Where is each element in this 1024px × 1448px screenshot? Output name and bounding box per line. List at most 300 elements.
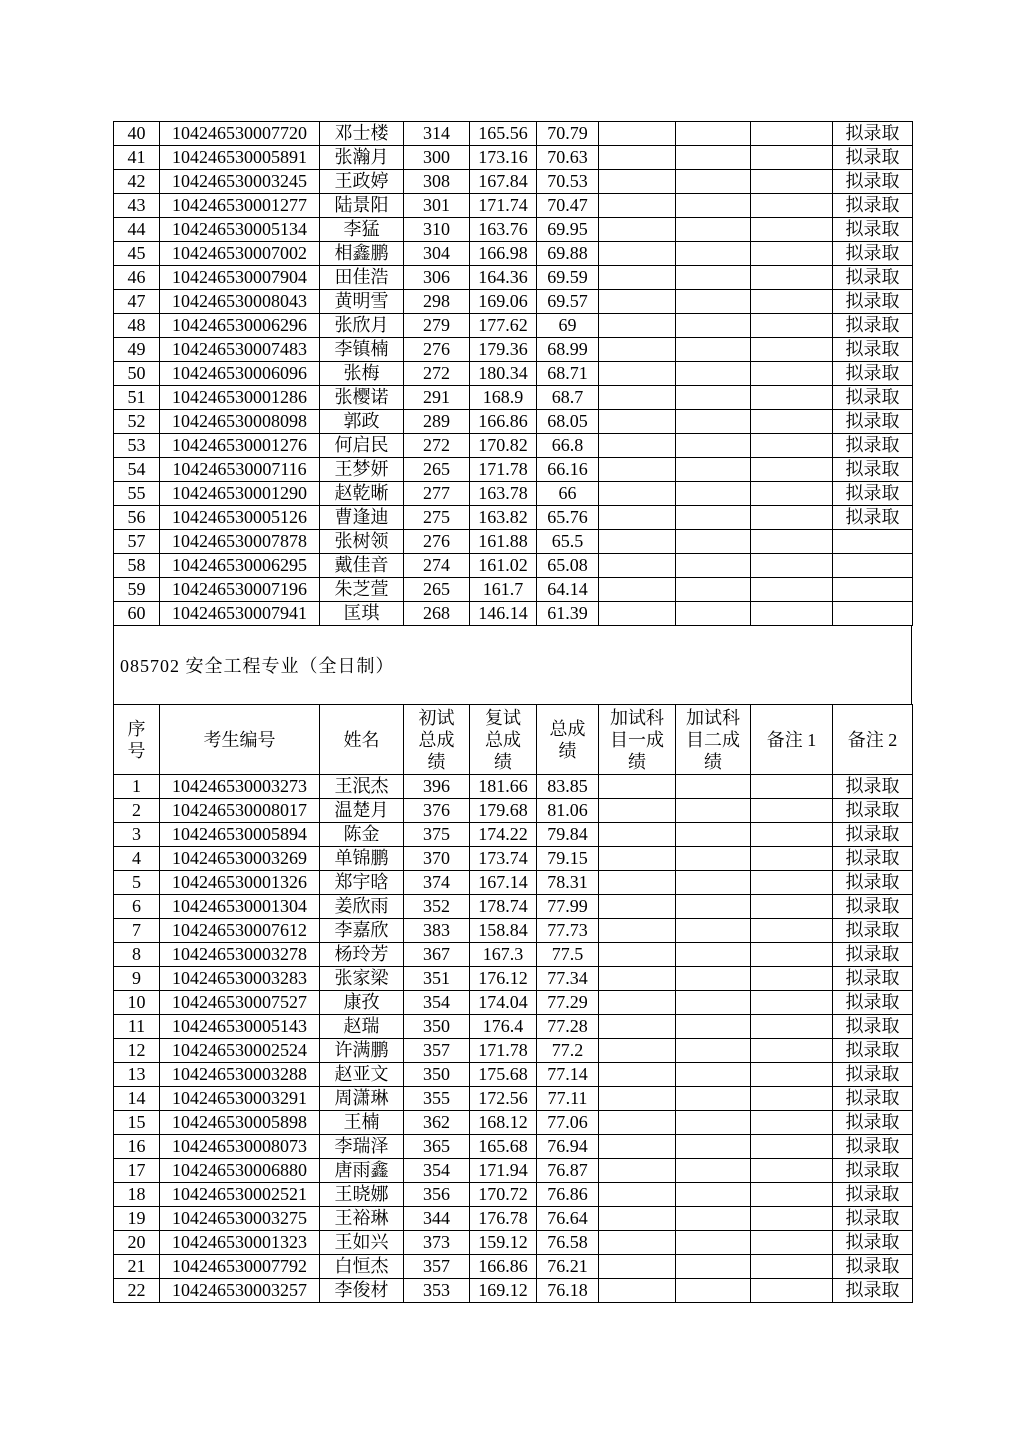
candidate-name: 李猛	[320, 218, 404, 242]
extra-subject-1-score	[599, 1159, 676, 1183]
retest-total-score: 163.76	[470, 218, 537, 242]
extra-subject-2-score	[676, 434, 751, 458]
candidate-id: 104246530008073	[160, 1135, 320, 1159]
initial-exam-total-score: 344	[404, 1207, 470, 1231]
candidate-name: 张樱诺	[320, 386, 404, 410]
total-score: 69	[537, 314, 599, 338]
extra-subject-1-score	[599, 194, 676, 218]
total-score: 77.14	[537, 1063, 599, 1087]
serial-number: 54	[114, 458, 160, 482]
extra-subject-2-score	[676, 386, 751, 410]
remark-2: 拟录取	[833, 1255, 913, 1279]
extra-subject-1-score	[599, 1255, 676, 1279]
remark-2: 拟录取	[833, 314, 913, 338]
remark-1	[751, 554, 833, 578]
remark-1	[751, 1159, 833, 1183]
serial-number: 22	[114, 1279, 160, 1303]
candidate-id: 104246530007720	[160, 122, 320, 146]
candidate-name: 李镇楠	[320, 338, 404, 362]
remark-1	[751, 1063, 833, 1087]
initial-exam-total-score: 357	[404, 1039, 470, 1063]
serial-number: 46	[114, 266, 160, 290]
remark-1	[751, 823, 833, 847]
extra-subject-1-score	[599, 386, 676, 410]
retest-total-score: 166.86	[470, 1255, 537, 1279]
serial-number: 57	[114, 530, 160, 554]
extra-subject-2-score	[676, 1279, 751, 1303]
initial-exam-total-score: 375	[404, 823, 470, 847]
extra-subject-2-score	[676, 242, 751, 266]
remark-1	[751, 410, 833, 434]
candidate-name: 杨玲芳	[320, 943, 404, 967]
initial-exam-total-score: 308	[404, 170, 470, 194]
remark-2: 拟录取	[833, 1279, 913, 1303]
serial-number: 50	[114, 362, 160, 386]
candidate-name: 赵瑞	[320, 1015, 404, 1039]
header-retest-total-score-label: 复试总成绩	[485, 707, 521, 772]
admission-table-continued-body	[114, 122, 913, 626]
remark-2: 拟录取	[833, 506, 913, 530]
extra-subject-1-score	[599, 799, 676, 823]
total-score: 68.7	[537, 386, 599, 410]
candidate-name: 王政婷	[320, 170, 404, 194]
extra-subject-1-score	[599, 458, 676, 482]
initial-exam-total-score: 274	[404, 554, 470, 578]
initial-exam-total-score: 268	[404, 602, 470, 626]
total-score: 76.18	[537, 1279, 599, 1303]
total-score: 76.86	[537, 1183, 599, 1207]
serial-number: 55	[114, 482, 160, 506]
serial-number: 4	[114, 847, 160, 871]
initial-exam-total-score: 354	[404, 1159, 470, 1183]
remark-2	[833, 578, 913, 602]
retest-total-score: 158.84	[470, 919, 537, 943]
remark-2	[833, 530, 913, 554]
remark-1	[751, 799, 833, 823]
header-row	[114, 705, 913, 775]
initial-exam-total-score: 272	[404, 434, 470, 458]
candidate-name: 李瑞泽	[320, 1135, 404, 1159]
initial-exam-total-score: 350	[404, 1063, 470, 1087]
candidate-id: 104246530008017	[160, 799, 320, 823]
extra-subject-1-score	[599, 506, 676, 530]
extra-subject-2-score	[676, 578, 751, 602]
extra-subject-2-score	[676, 799, 751, 823]
table-row	[114, 314, 913, 338]
retest-total-score: 170.72	[470, 1183, 537, 1207]
retest-total-score: 168.12	[470, 1111, 537, 1135]
remark-2: 拟录取	[833, 386, 913, 410]
retest-total-score: 165.56	[470, 122, 537, 146]
extra-subject-2-score	[676, 1183, 751, 1207]
candidate-name: 李俊材	[320, 1279, 404, 1303]
extra-subject-1-score	[599, 1231, 676, 1255]
table-row	[114, 991, 913, 1015]
extra-subject-1-score	[599, 1063, 676, 1087]
retest-total-score: 171.94	[470, 1159, 537, 1183]
extra-subject-1-score	[599, 1015, 676, 1039]
remark-1	[751, 242, 833, 266]
candidate-name: 陆景阳	[320, 194, 404, 218]
initial-exam-total-score: 365	[404, 1135, 470, 1159]
serial-number: 3	[114, 823, 160, 847]
total-score: 65.5	[537, 530, 599, 554]
retest-total-score: 174.04	[470, 991, 537, 1015]
table-row	[114, 578, 913, 602]
total-score: 77.99	[537, 895, 599, 919]
extra-subject-2-score	[676, 266, 751, 290]
serial-number: 48	[114, 314, 160, 338]
retest-total-score: 167.84	[470, 170, 537, 194]
admission-table-continued	[113, 121, 913, 626]
remark-2: 拟录取	[833, 1063, 913, 1087]
serial-number: 11	[114, 1015, 160, 1039]
candidate-id: 104246530007878	[160, 530, 320, 554]
candidate-id: 104246530003245	[160, 170, 320, 194]
table-row	[114, 823, 913, 847]
remark-2: 拟录取	[833, 799, 913, 823]
extra-subject-2-score	[676, 775, 751, 799]
initial-exam-total-score: 275	[404, 506, 470, 530]
remark-2: 拟录取	[833, 194, 913, 218]
remark-2: 拟录取	[833, 290, 913, 314]
retest-total-score: 170.82	[470, 434, 537, 458]
remark-2	[833, 554, 913, 578]
serial-number: 18	[114, 1183, 160, 1207]
retest-total-score: 159.12	[470, 1231, 537, 1255]
remark-1	[751, 338, 833, 362]
table-row	[114, 1159, 913, 1183]
serial-number: 59	[114, 578, 160, 602]
candidate-name: 单锦鹏	[320, 847, 404, 871]
candidate-name: 王泯杰	[320, 775, 404, 799]
serial-number: 16	[114, 1135, 160, 1159]
remark-2: 拟录取	[833, 458, 913, 482]
extra-subject-1-score	[599, 1087, 676, 1111]
remark-1	[751, 847, 833, 871]
candidate-id: 104246530001276	[160, 434, 320, 458]
remark-1	[751, 1231, 833, 1255]
total-score: 68.99	[537, 338, 599, 362]
candidate-id: 104246530007002	[160, 242, 320, 266]
header-candidate-name-label: 姓名	[343, 730, 380, 751]
serial-number: 1	[114, 775, 160, 799]
extra-subject-2-score	[676, 823, 751, 847]
table-row	[114, 338, 913, 362]
candidate-id: 104246530002524	[160, 1039, 320, 1063]
extra-subject-1-score	[599, 530, 676, 554]
initial-exam-total-score: 279	[404, 314, 470, 338]
extra-subject-2-score	[676, 506, 751, 530]
total-score: 76.58	[537, 1231, 599, 1255]
extra-subject-2-score	[676, 146, 751, 170]
extra-subject-1-score	[599, 314, 676, 338]
extra-subject-1-score	[599, 967, 676, 991]
table-row	[114, 554, 913, 578]
initial-exam-total-score: 396	[404, 775, 470, 799]
total-score: 83.85	[537, 775, 599, 799]
candidate-name: 郭政	[320, 410, 404, 434]
candidate-id: 104246530003283	[160, 967, 320, 991]
extra-subject-1-score	[599, 362, 676, 386]
candidate-id: 104246530005134	[160, 218, 320, 242]
remark-1	[751, 1279, 833, 1303]
initial-exam-total-score: 376	[404, 799, 470, 823]
extra-subject-1-score	[599, 871, 676, 895]
total-score: 77.34	[537, 967, 599, 991]
table-row	[114, 775, 913, 799]
candidate-id: 104246530006096	[160, 362, 320, 386]
retest-total-score: 164.36	[470, 266, 537, 290]
serial-number: 5	[114, 871, 160, 895]
initial-exam-total-score: 383	[404, 919, 470, 943]
extra-subject-2-score	[676, 943, 751, 967]
header-retest-total-score	[470, 705, 537, 775]
candidate-id: 104246530003273	[160, 775, 320, 799]
header-remark-2-label: 备注 2	[847, 730, 898, 751]
initial-exam-total-score: 356	[404, 1183, 470, 1207]
remark-2: 拟录取	[833, 1183, 913, 1207]
table-row	[114, 1111, 913, 1135]
table-row	[114, 847, 913, 871]
remark-2: 拟录取	[833, 871, 913, 895]
extra-subject-2-score	[676, 847, 751, 871]
total-score: 68.05	[537, 410, 599, 434]
candidate-name: 陈金	[320, 823, 404, 847]
header-remark-2	[833, 705, 913, 775]
extra-subject-2-score	[676, 967, 751, 991]
retest-total-score: 166.86	[470, 410, 537, 434]
remark-1	[751, 458, 833, 482]
total-score: 70.63	[537, 146, 599, 170]
remark-1	[751, 895, 833, 919]
remark-2: 拟录取	[833, 482, 913, 506]
candidate-name: 王如兴	[320, 1231, 404, 1255]
remark-1	[751, 1111, 833, 1135]
retest-total-score: 161.02	[470, 554, 537, 578]
remark-2: 拟录取	[833, 1039, 913, 1063]
table-row	[114, 506, 913, 530]
extra-subject-2-score	[676, 1135, 751, 1159]
retest-total-score: 161.88	[470, 530, 537, 554]
extra-subject-2-score	[676, 1207, 751, 1231]
candidate-name: 匡琪	[320, 602, 404, 626]
remark-1	[751, 362, 833, 386]
table-row	[114, 1231, 913, 1255]
serial-number: 9	[114, 967, 160, 991]
retest-total-score: 171.78	[470, 458, 537, 482]
table-row	[114, 434, 913, 458]
candidate-id: 104246530007483	[160, 338, 320, 362]
table-row	[114, 290, 913, 314]
total-score: 70.53	[537, 170, 599, 194]
initial-exam-total-score: 276	[404, 338, 470, 362]
initial-exam-total-score: 351	[404, 967, 470, 991]
remark-1	[751, 506, 833, 530]
extra-subject-2-score	[676, 1255, 751, 1279]
initial-exam-total-score: 374	[404, 871, 470, 895]
remark-1	[751, 1183, 833, 1207]
header-extra-subject-1-score-label: 加试科目一成绩	[610, 707, 664, 772]
total-score: 66	[537, 482, 599, 506]
initial-exam-total-score: 306	[404, 266, 470, 290]
extra-subject-1-score	[599, 578, 676, 602]
candidate-name: 唐雨鑫	[320, 1159, 404, 1183]
extra-subject-1-score	[599, 991, 676, 1015]
initial-exam-total-score: 362	[404, 1111, 470, 1135]
remark-1	[751, 1039, 833, 1063]
initial-exam-total-score: 265	[404, 458, 470, 482]
table-row	[114, 194, 913, 218]
header-initial-exam-total-score-label: 初试总成绩	[418, 707, 455, 772]
extra-subject-1-score	[599, 482, 676, 506]
extra-subject-1-score	[599, 146, 676, 170]
header-initial-exam-total-score	[404, 705, 470, 775]
initial-exam-total-score: 265	[404, 578, 470, 602]
extra-subject-1-score	[599, 554, 676, 578]
header-candidate-id-label: 考生编号	[203, 730, 276, 751]
remark-1	[751, 482, 833, 506]
candidate-name: 周潇琳	[320, 1087, 404, 1111]
header-extra-subject-1-score	[599, 705, 676, 775]
extra-subject-2-score	[676, 338, 751, 362]
serial-number: 14	[114, 1087, 160, 1111]
serial-number: 13	[114, 1063, 160, 1087]
retest-total-score: 176.78	[470, 1207, 537, 1231]
remark-2: 拟录取	[833, 170, 913, 194]
retest-total-score: 165.68	[470, 1135, 537, 1159]
total-score: 61.39	[537, 602, 599, 626]
candidate-name: 相鑫鹏	[320, 242, 404, 266]
table-row	[114, 218, 913, 242]
header-remark-1-label: 备注 1	[766, 730, 817, 751]
remark-2: 拟录取	[833, 338, 913, 362]
candidate-name: 曹逢迪	[320, 506, 404, 530]
remark-2: 拟录取	[833, 410, 913, 434]
table-row	[114, 943, 913, 967]
total-score: 70.47	[537, 194, 599, 218]
candidate-name: 张梅	[320, 362, 404, 386]
initial-exam-total-score: 300	[404, 146, 470, 170]
initial-exam-total-score: 354	[404, 991, 470, 1015]
candidate-id: 104246530005894	[160, 823, 320, 847]
total-score: 65.08	[537, 554, 599, 578]
initial-exam-total-score: 304	[404, 242, 470, 266]
table-row	[114, 1207, 913, 1231]
retest-total-score: 166.98	[470, 242, 537, 266]
section-heading-row	[113, 626, 912, 704]
table-row	[114, 266, 913, 290]
initial-exam-total-score: 367	[404, 943, 470, 967]
extra-subject-2-score	[676, 1087, 751, 1111]
remark-2	[833, 602, 913, 626]
table-row	[114, 122, 913, 146]
extra-subject-2-score	[676, 1015, 751, 1039]
retest-total-score: 146.14	[470, 602, 537, 626]
initial-exam-total-score: 291	[404, 386, 470, 410]
remark-2: 拟录取	[833, 434, 913, 458]
initial-exam-total-score: 350	[404, 1015, 470, 1039]
serial-number: 58	[114, 554, 160, 578]
table-row	[114, 410, 913, 434]
remark-2: 拟录取	[833, 1111, 913, 1135]
candidate-id: 104246530008043	[160, 290, 320, 314]
remark-2: 拟录取	[833, 991, 913, 1015]
extra-subject-1-score	[599, 266, 676, 290]
total-score: 77.11	[537, 1087, 599, 1111]
candidate-name: 王梦妍	[320, 458, 404, 482]
candidate-name: 许满鹏	[320, 1039, 404, 1063]
serial-number: 17	[114, 1159, 160, 1183]
extra-subject-2-score	[676, 170, 751, 194]
page-content	[113, 121, 912, 1303]
table-row	[114, 362, 913, 386]
header-candidate-id	[160, 705, 320, 775]
initial-exam-total-score: 310	[404, 218, 470, 242]
remark-2: 拟录取	[833, 775, 913, 799]
candidate-id: 104246530003275	[160, 1207, 320, 1231]
extra-subject-2-score	[676, 871, 751, 895]
candidate-name: 王裕琳	[320, 1207, 404, 1231]
retest-total-score: 161.7	[470, 578, 537, 602]
total-score: 77.06	[537, 1111, 599, 1135]
serial-number: 52	[114, 410, 160, 434]
table-row	[114, 386, 913, 410]
candidate-name: 张欣月	[320, 314, 404, 338]
extra-subject-1-score	[599, 1039, 676, 1063]
candidate-name: 王楠	[320, 1111, 404, 1135]
extra-subject-2-score	[676, 1231, 751, 1255]
candidate-name: 李嘉欣	[320, 919, 404, 943]
serial-number: 19	[114, 1207, 160, 1231]
remark-1	[751, 967, 833, 991]
remark-2: 拟录取	[833, 967, 913, 991]
table-row	[114, 919, 913, 943]
extra-subject-1-score	[599, 847, 676, 871]
extra-subject-2-score	[676, 530, 751, 554]
remark-1	[751, 386, 833, 410]
total-score: 66.8	[537, 434, 599, 458]
extra-subject-1-score	[599, 1279, 676, 1303]
table-row	[114, 1279, 913, 1303]
table-row	[114, 895, 913, 919]
candidate-name: 康孜	[320, 991, 404, 1015]
total-score: 76.87	[537, 1159, 599, 1183]
retest-total-score: 181.66	[470, 775, 537, 799]
table-row	[114, 482, 913, 506]
total-score: 79.84	[537, 823, 599, 847]
remark-2: 拟录取	[833, 1231, 913, 1255]
retest-total-score: 169.06	[470, 290, 537, 314]
remark-1	[751, 578, 833, 602]
candidate-name: 何启民	[320, 434, 404, 458]
serial-number: 40	[114, 122, 160, 146]
candidate-name: 姜欣雨	[320, 895, 404, 919]
serial-number: 51	[114, 386, 160, 410]
extra-subject-1-score	[599, 602, 676, 626]
extra-subject-2-score	[676, 290, 751, 314]
remark-2: 拟录取	[833, 1207, 913, 1231]
extra-subject-2-score	[676, 554, 751, 578]
candidate-id: 104246530003257	[160, 1279, 320, 1303]
header-total-score-label: 总成绩	[549, 718, 586, 761]
extra-subject-2-score	[676, 1063, 751, 1087]
extra-subject-1-score	[599, 434, 676, 458]
candidate-id: 104246530008098	[160, 410, 320, 434]
candidate-name: 张瀚月	[320, 146, 404, 170]
retest-total-score: 177.62	[470, 314, 537, 338]
table-row	[114, 602, 913, 626]
